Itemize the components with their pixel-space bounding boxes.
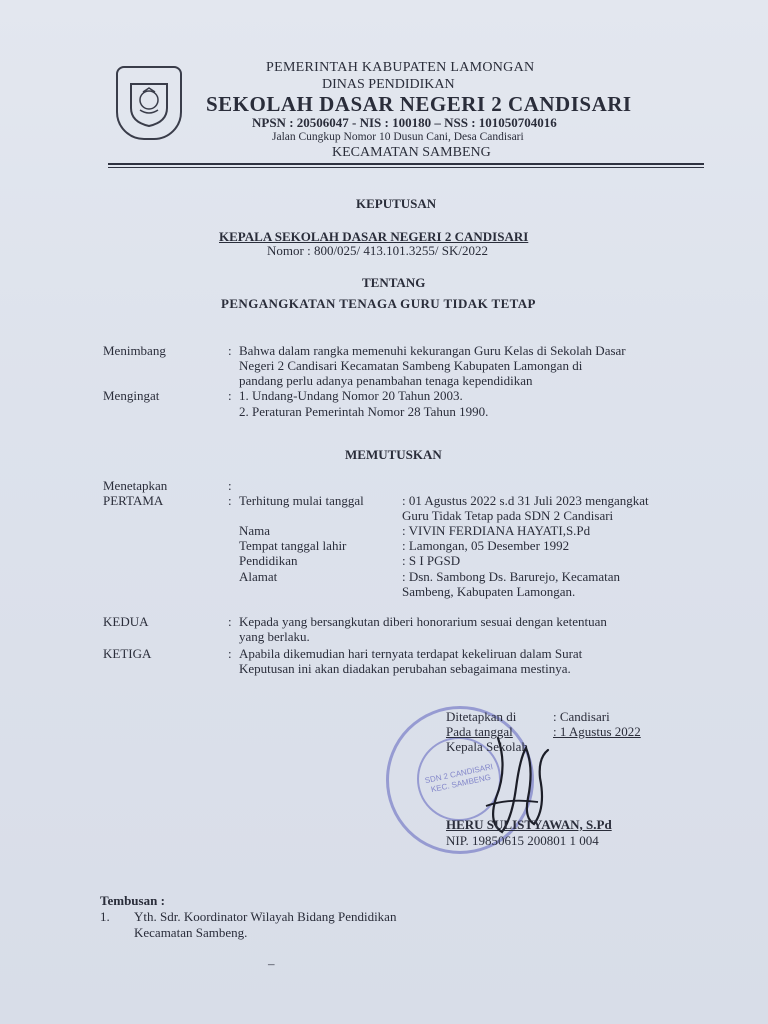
ketiga-label: KETIGA <box>103 646 152 661</box>
field-value: : Dsn. Sambong Ds. Barurejo, Kecamatan <box>402 569 621 584</box>
decree-number: Nomor : 800/025/ 413.101.3255/ SK/2022 <box>267 243 489 258</box>
tembusan-recipient-cont: Kecamatan Sambeng. <box>134 925 248 940</box>
tentang-heading: TENTANG <box>362 275 426 290</box>
tembusan-label: Tembusan : <box>100 893 165 908</box>
field-label: Pendidikan <box>239 553 298 568</box>
issuer-title: KEPALA SEKOLAH DASAR NEGERI 2 CANDISARI <box>219 229 529 244</box>
menetapkan-label: Menetapkan <box>103 478 168 493</box>
field-label: Alamat <box>239 569 278 584</box>
ketiga-colon: : <box>228 646 232 661</box>
field-value: : S I PGSD <box>402 553 461 568</box>
ketiga-line: Keputusan ini akan diadakan perubahan sebagaimana mestinya. <box>239 661 571 676</box>
header-department: DINAS PENDIDIKAN <box>322 77 455 92</box>
tanggal-label: Pada tanggal <box>446 724 513 739</box>
field-value-cont: Sambeng, Kabupaten Lamongan. <box>402 584 576 599</box>
tembusan-number: 1. <box>100 909 110 924</box>
menimbang-line: Negeri 2 Candisari Kecamatan Sambeng Kabupaten Lamongan di <box>239 358 583 373</box>
footer-mark: – <box>268 956 275 971</box>
kedua-line: Kepada yang bersangkutan diberi honorarium sesuai dengan ketentuan <box>239 614 607 629</box>
menimbang-label: Menimbang <box>103 343 166 358</box>
memutuskan-heading: MEMUTUSKAN <box>345 447 442 462</box>
menimbang-colon: : <box>228 343 232 358</box>
pertama-colon: : <box>228 493 232 508</box>
mengingat-label: Mengingat <box>103 388 160 403</box>
header-government: PEMERINTAH KABUPATEN LAMONGAN <box>266 60 535 75</box>
signatory-nip: NIP. 19850615 200801 1 004 <box>446 833 599 848</box>
kedua-line: yang berlaku. <box>239 629 310 644</box>
signatory-name: HERU SULISTYAWAN, S.Pd <box>446 817 612 832</box>
regency-emblem-icon <box>116 66 182 140</box>
terhitung-label: Terhitung mulai tanggal <box>239 493 364 508</box>
header-school-name: SEKOLAH DASAR NEGERI 2 CANDISARI <box>206 92 632 116</box>
field-value: : VIVIN FERDIANA HAYATI,S.Pd <box>402 523 591 538</box>
stamp-text: SDN 2 CANDISARI KEC. SAMBENG <box>423 762 494 795</box>
tanggal-value: : 1 Agustus 2022 <box>553 724 641 739</box>
mengingat-item: 2. Peraturan Pemerintah Nomor 28 Tahun 1990. <box>239 404 489 419</box>
menimbang-line: pandang perlu adanya penambahan tenaga kependidikan <box>239 373 533 388</box>
header-divider-thin <box>108 167 704 168</box>
tembusan-recipient: Yth. Sdr. Koordinator Wilayah Bidang Pendidikan <box>134 909 397 924</box>
decree-subject: PENGANGKATAN TENAGA GURU TIDAK TETAP <box>221 296 536 311</box>
ditetapkan-value: : Candisari <box>553 709 610 724</box>
kedua-colon: : <box>228 614 232 629</box>
terhitung-value: Guru Tidak Tetap pada SDN 2 Candisari <box>402 508 614 523</box>
doc-type: KEPUTUSAN <box>356 196 437 211</box>
header-address: Jalan Cungkup Nomor 10 Dusun Cani, Desa Candisari <box>272 131 524 143</box>
header-school-ids: NPSN : 20506047 - NIS : 100180 – NSS : 101050704016 <box>252 115 557 130</box>
kedua-label: KEDUA <box>103 614 149 629</box>
header-divider <box>108 163 704 165</box>
field-value: : Lamongan, 05 Desember 1992 <box>402 538 570 553</box>
mengingat-item: 1. Undang-Undang Nomor 20 Tahun 2003. <box>239 388 463 403</box>
mengingat-colon: : <box>228 388 232 403</box>
field-label: Nama <box>239 523 271 538</box>
jabatan: Kepala Sekolah <box>446 739 528 754</box>
header-district: KECAMATAN SAMBENG <box>332 145 491 160</box>
field-label: Tempat tanggal lahir <box>239 538 347 553</box>
ditetapkan-label: Ditetapkan di <box>446 709 517 724</box>
terhitung-value: : 01 Agustus 2022 s.d 31 Juli 2023 mengangkat <box>402 493 649 508</box>
menimbang-line: Bahwa dalam rangka memenuhi kekurangan Guru Kelas di Sekolah Dasar <box>239 343 626 358</box>
ketiga-line: Apabila dikemudian hari ternyata terdapat kekeliruan dalam Surat <box>239 646 583 661</box>
menetapkan-colon: : <box>228 478 232 493</box>
pertama-label: PERTAMA <box>103 493 164 508</box>
